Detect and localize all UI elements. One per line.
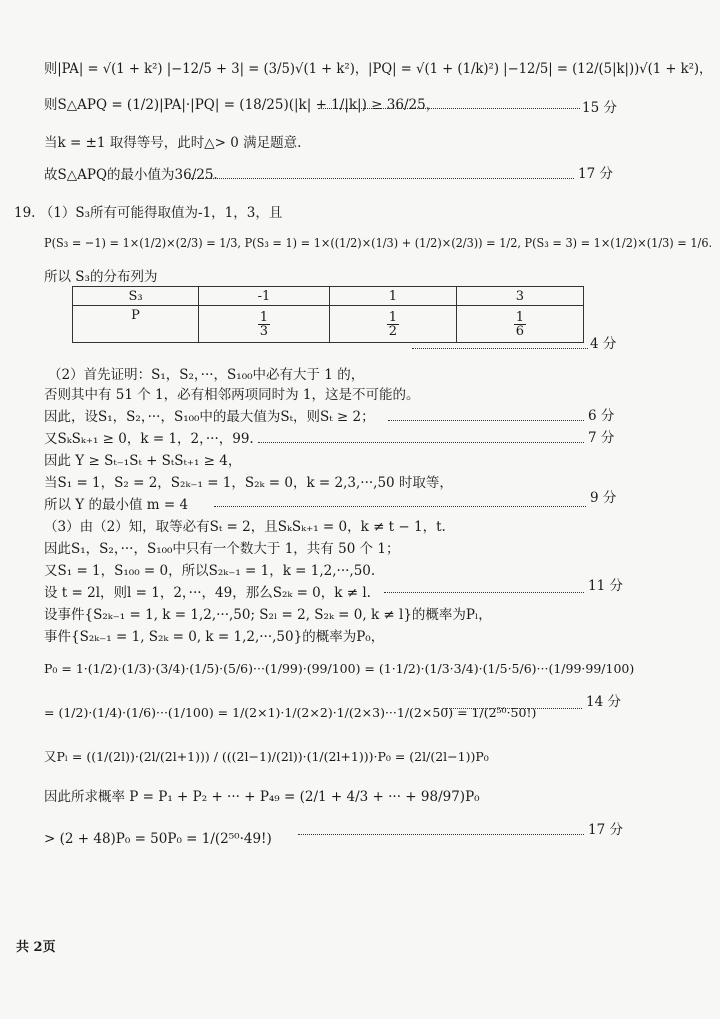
distribution-table — [72, 286, 584, 343]
table-cell: -1 — [199, 287, 330, 306]
table-row — [73, 306, 584, 343]
fraction: $\frac{1}{2}$ — [388, 309, 397, 339]
score-mark: 15 分 — [582, 100, 617, 116]
score-mark: 9 分 — [590, 490, 617, 506]
leader-dots — [388, 420, 584, 421]
part2-line1: （2）首先证明：S₁，S₂，···，S₁₀₀中必有大于 1 的， — [48, 367, 365, 383]
score-mark: 4 分 — [590, 336, 617, 352]
final-bound: > (2 + 48)P₀ = 50P₀ = 1/(2⁵⁰·49!) — [44, 831, 272, 847]
leader-dots — [214, 506, 586, 507]
leader-dots — [446, 708, 582, 709]
part2-line4: 又SₖSₖ₊₁ ≥ 0，k = 1，2，···，99. — [44, 431, 254, 447]
table-cell: P — [73, 306, 199, 343]
p0-product: P₀ = 1·(1/2)·(1/3)·(3/4)·(1/5)·(5/6)···(1/99)·(99/100) = (1·1/2)·(1/3·3/4)·(1/5·5/6)···(1/99·99/100) — [44, 661, 635, 676]
table-cell: 3 — [456, 287, 583, 306]
page-count: 共 2页 — [16, 940, 56, 955]
table-cell — [199, 306, 330, 343]
table-cell — [456, 306, 583, 343]
event-pl: 设事件{S₂ₖ₋₁ = 1, k = 1,2,···,50; S₂ₗ = 2, S₂ₖ = 0, k ≠ l}的概率为Pₗ， — [44, 607, 492, 623]
leader-dots — [186, 178, 574, 179]
score-mark: 6 分 — [588, 408, 615, 424]
leader-dots — [384, 592, 584, 593]
q19-probabilities: P(S₃ = −1) = 1×(1/2)×(2/3) = 1/3, P(S₃ = 1) = 1×((1/2)×(1/3) + (1/2)×(2/3)) = 1/2, P(S₃ = 3) = 1×(1/2)×(1/3) = 1/6. — [44, 235, 713, 250]
score-mark: 17 分 — [588, 822, 623, 838]
total-probability: 因此所求概率 P = P₁ + P₂ + ··· + P₄₉ = (2/1 + 4/3 + ··· + 98/97)P₀ — [44, 789, 480, 805]
equality-condition: 当k = ±1 取得等号，此时△> 0 满足题意. — [44, 135, 302, 151]
part2-line5: 因此 Y ≥ Sₜ₋₁Sₜ + SₜSₜ₊₁ ≥ 4， — [44, 453, 242, 469]
table-cell — [329, 306, 456, 343]
score-mark: 11 分 — [588, 578, 623, 594]
leader-dots — [258, 442, 584, 443]
fraction: $\frac{1}{6}$ — [515, 309, 525, 339]
part3-line3: 又S₁ = 1，S₁₀₀ = 0，所以S₂ₖ₋₁ = 1，k = 1,2,···,50. — [44, 563, 376, 579]
score-mark: 14 分 — [586, 694, 621, 710]
leader-dots — [318, 108, 580, 109]
part3-line4: 设 t = 2l，则l = 1，2，···，49，那么S₂ₖ = 0，k ≠ l. — [44, 585, 371, 601]
leader-dots — [412, 348, 588, 349]
p0-value: = (1/2)·(1/4)·(1/6)···(1/100) = 1/(2×1)·1/(2×2)·1/(2×3)···1/(2×50) = 1/(2⁵⁰·50!) — [44, 705, 537, 720]
event-p0: 事件{S₂ₖ₋₁ = 1, S₂ₖ = 0, k = 1,2,···,50}的概率为P₀， — [44, 629, 385, 645]
table-cell: 1 — [329, 287, 456, 306]
pa-pq-expression: 则|PA| = √(1 + k²) |−12/5 + 3| = (3/5)√(1 + k²)，|PQ| = √(1 + (1/k)²) |−12/5| = (12/(5|k|))√(1 + k²)， — [44, 61, 713, 77]
part2-line3: 因此，设S₁，S₂，···，S₁₀₀中的最大值为Sₜ，则Sₜ ≥ 2； — [44, 409, 375, 425]
leader-dots — [298, 834, 584, 835]
q19-part1-intro: 19. （1）S₃所有可能得取值为-1，1，3，且 — [14, 205, 283, 221]
part3-line2: 因此S₁，S₂，···，S₁₀₀中只有一个数大于 1，共有 50 个 1； — [44, 541, 400, 557]
score-mark: 17 分 — [578, 166, 613, 182]
part2-line2: 否则其中有 51 个 1，必有相邻两项同时为 1，这是不可能的。 — [44, 387, 420, 403]
table-cell: S₃ — [73, 287, 199, 306]
score-mark: 7 分 — [588, 430, 615, 446]
area-minimum: 故S△APQ的最小值为36/25. — [44, 167, 218, 183]
part3-line1: （3）由（2）知，取等必有Sₜ = 2，且SₖSₖ₊₁ = 0，k ≠ t − 1，t. — [44, 519, 446, 535]
distribution-caption: 所以 S₃的分布列为 — [44, 269, 158, 285]
area-inequality: 则S△APQ = (1/2)|PA|·|PQ| = (18/25)(|k| + 1/|k|) ≥ 36/25， — [44, 97, 440, 113]
fraction: $\frac{1}{3}$ — [259, 309, 269, 339]
pl-formula: 又Pₗ = ((1/(2l))·(2l/(2l+1))) / (((2l−1)/(2l))·(1/(2l+1)))·P₀ = (2l/(2l−1))P₀ — [44, 749, 489, 764]
part2-line6: 当S₁ = 1，S₂ = 2，S₂ₖ₋₁ = 1，S₂ₖ = 0，k = 2,3,···,50 时取等， — [44, 475, 453, 491]
table-row — [73, 287, 584, 306]
part2-line7: 所以 Y 的最小值 m = 4 — [44, 497, 189, 513]
